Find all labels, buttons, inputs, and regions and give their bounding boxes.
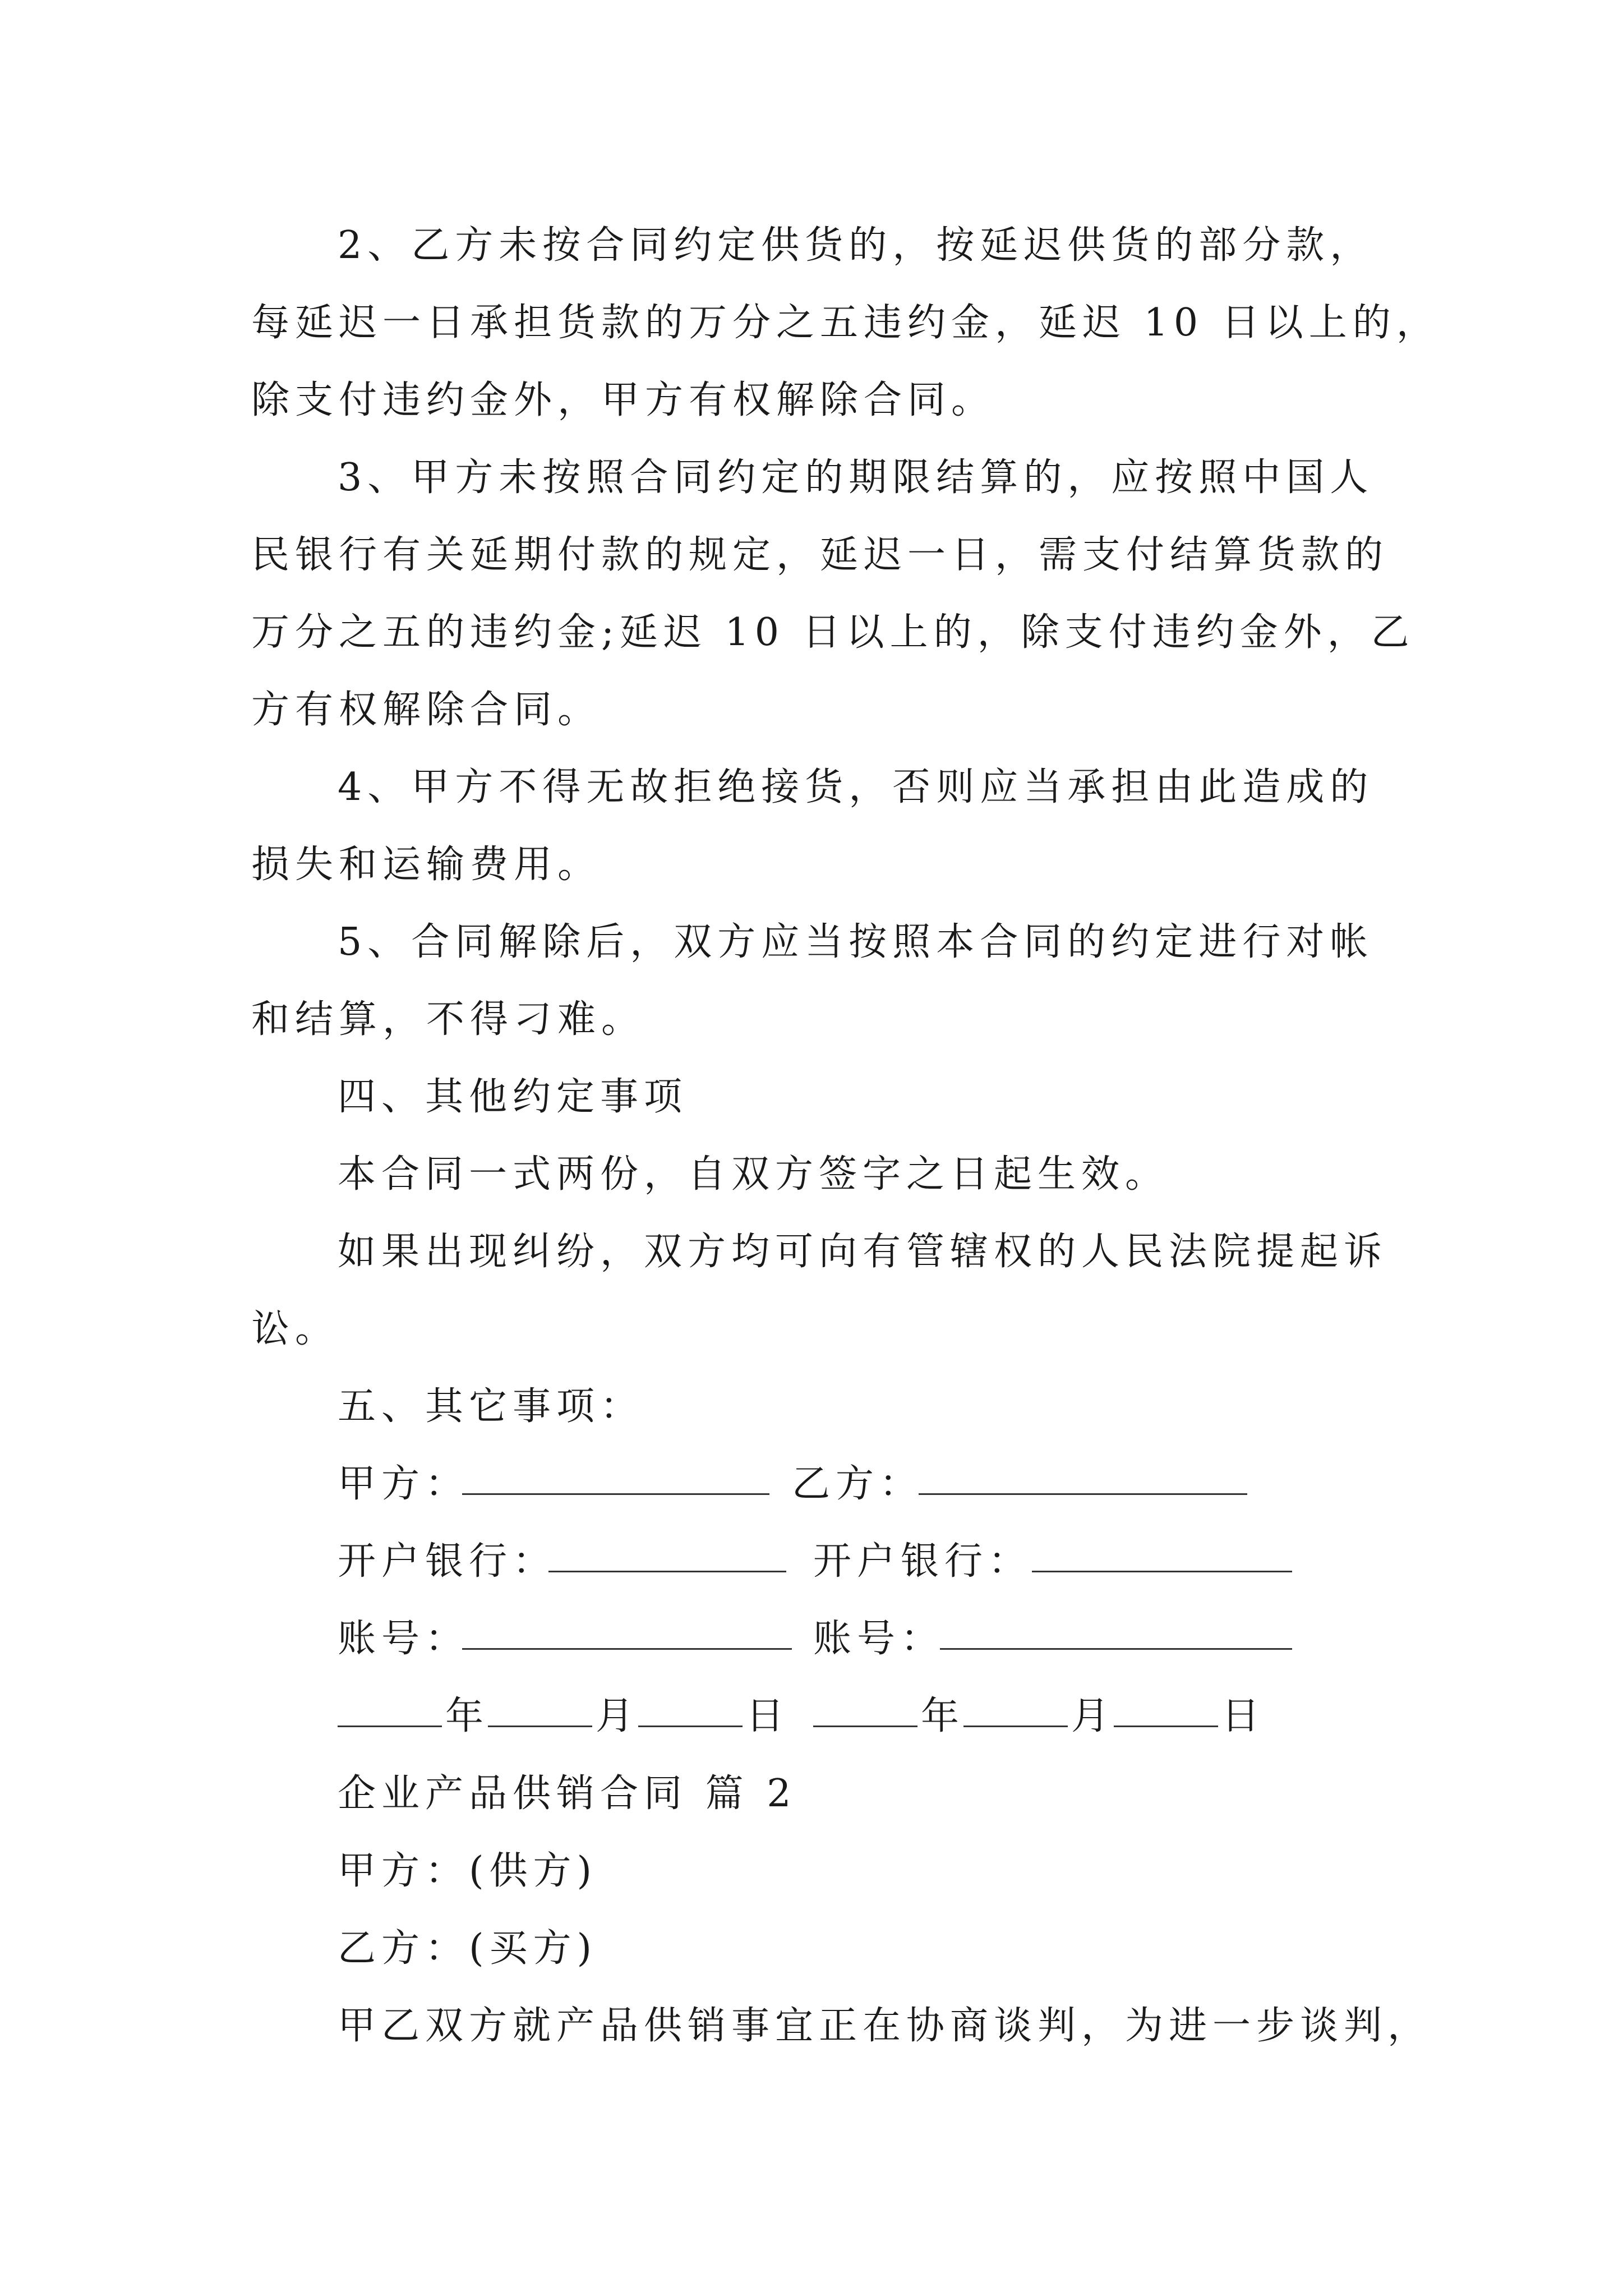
bank-a-label: 开户银行： <box>338 1539 557 1584</box>
copies-clause: 本合同一式两份，自双方签字之日起生效。 <box>338 1152 1169 1197</box>
date-b-year-blank <box>813 1691 917 1727</box>
clause-5-line-1: 5、合同解除后，双方应当按照本合同的约定进行对帐 <box>338 920 1374 964</box>
section-5-heading: 五、其它事项： <box>338 1384 644 1429</box>
dispute-line-1: 如果出现纠纷，双方均可向有管辖权的人民法院提起诉 <box>338 1230 1388 1274</box>
date-b-month-blank <box>963 1691 1068 1727</box>
account-a-label: 账号： <box>338 1617 469 1661</box>
date-b-year: 年 <box>921 1694 965 1738</box>
contract-2-title: 企业产品供销合同 篇 2 <box>338 1772 797 1816</box>
account-a-blank <box>462 1613 792 1650</box>
clause-3-line-3: 万分之五的违约金;延迟 10 日以上的，除支付违约金外，乙 <box>251 610 1415 655</box>
contract-2-party-b: 乙方：(买方) <box>338 1926 598 1971</box>
date-a-month: 月 <box>596 1694 640 1738</box>
bank-b-blank <box>1032 1536 1292 1572</box>
bank-a-blank <box>548 1536 786 1572</box>
account-b-label: 账号： <box>813 1617 945 1661</box>
section-4-heading: 四、其他约定事项 <box>338 1075 688 1119</box>
clause-4-line-2: 损失和运输费用。 <box>251 843 602 887</box>
clause-2-line-3: 除支付违约金外，甲方有权解除合同。 <box>251 378 995 422</box>
clause-3-line-1: 3、甲方未按照合同约定的期限结算的，应按照中国人 <box>338 455 1374 500</box>
party-a-label: 甲方： <box>338 1462 469 1506</box>
date-b-day: 日 <box>1221 1694 1266 1738</box>
dispute-line-2: 讼。 <box>251 1307 339 1351</box>
date-a-year: 年 <box>445 1694 490 1738</box>
date-a-year-blank <box>338 1691 442 1727</box>
bank-b-label: 开户银行： <box>813 1539 1032 1584</box>
date-b-month: 月 <box>1071 1694 1115 1738</box>
date-a-day: 日 <box>746 1694 790 1738</box>
clause-5-line-2: 和结算，不得刁难。 <box>251 997 645 1042</box>
clause-3-line-4: 方有权解除合同。 <box>251 688 602 732</box>
clause-3-line-2: 民银行有关延期付款的规定，延迟一日，需支付结算货款的 <box>251 533 1389 577</box>
date-a-day-blank <box>638 1691 743 1727</box>
party-b-label: 乙方： <box>792 1462 924 1506</box>
party-b-blank <box>919 1458 1247 1495</box>
clause-2-line-1: 2、乙方未按合同约定供货的，按延迟供货的部分款， <box>338 223 1374 268</box>
date-a-month-blank <box>488 1691 592 1727</box>
clause-2-line-2: 每延迟一日承担货款的万分之五违约金，延迟 10 日以上的， <box>251 301 1440 345</box>
account-b-blank <box>940 1613 1292 1650</box>
contract-2-party-a: 甲方：(供方) <box>338 1849 598 1893</box>
party-a-blank <box>462 1458 769 1495</box>
date-b-day-blank <box>1114 1691 1218 1727</box>
contract-2-intro: 甲乙双方就产品供销事宜正在协商谈判，为进一步谈判， <box>338 2004 1432 2048</box>
clause-4-line-1: 4、甲方不得无故拒绝接货，否则应当承担由此造成的 <box>338 765 1374 809</box>
